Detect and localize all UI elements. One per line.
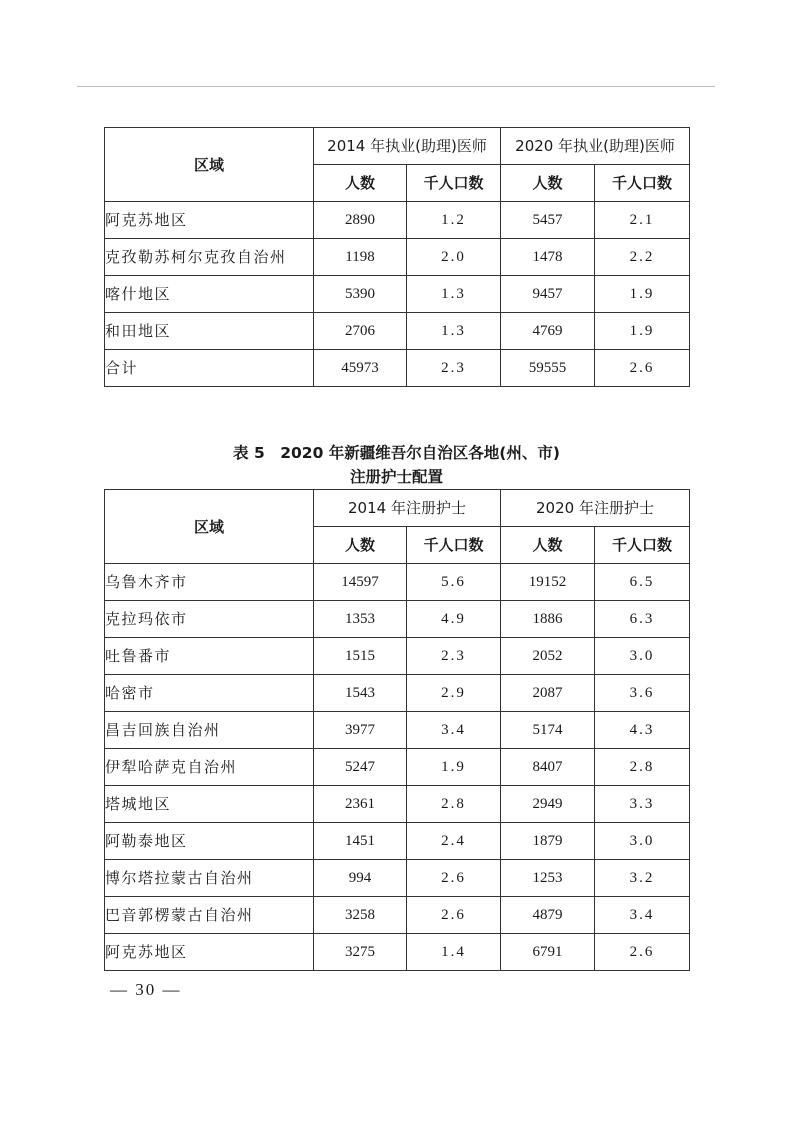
per-thousand-cell: 3.0: [595, 823, 690, 860]
per-thousand-cell: 1.3: [407, 276, 501, 313]
region-cell: 乌鲁木齐市: [105, 564, 314, 601]
count-cell: 6791: [501, 934, 595, 971]
region-cell: 巴音郭楞蒙古自治州: [105, 897, 314, 934]
table-row: [105, 276, 690, 313]
region-cell: 塔城地区: [105, 786, 314, 823]
table-row: [105, 860, 690, 897]
per-thousand-cell: 2.2: [595, 239, 690, 276]
per-thousand-cell: 3.0: [595, 638, 690, 675]
table-row: [105, 202, 690, 239]
group-header-2014: 2014 年执业(助理)医师: [314, 128, 501, 165]
per-thousand-cell: 1.3: [407, 313, 501, 350]
count-cell: 2052: [501, 638, 595, 675]
per-thousand-cell: 2.6: [407, 860, 501, 897]
per-thousand-cell: 6.5: [595, 564, 690, 601]
sub-header: 千人口数: [407, 165, 501, 202]
header-rule: [77, 86, 715, 87]
region-cell: 吐鲁番市: [105, 638, 314, 675]
count-cell: 45973: [314, 350, 407, 387]
count-cell: 4769: [501, 313, 595, 350]
region-cell: 喀什地区: [105, 276, 314, 313]
table-row: [105, 601, 690, 638]
group-header-2014: 2014 年注册护士: [314, 490, 501, 527]
table-row: [105, 564, 690, 601]
per-thousand-cell: 1.9: [407, 749, 501, 786]
table-row: [105, 313, 690, 350]
region-cell: 阿克苏地区: [105, 934, 314, 971]
count-cell: 1886: [501, 601, 595, 638]
per-thousand-cell: 1.9: [595, 276, 690, 313]
region-cell: 伊犁哈萨克自治州: [105, 749, 314, 786]
count-cell: 5457: [501, 202, 595, 239]
count-cell: 5390: [314, 276, 407, 313]
per-thousand-cell: 2.8: [407, 786, 501, 823]
table-row: [105, 823, 690, 860]
per-thousand-cell: 3.4: [595, 897, 690, 934]
table-row: [105, 350, 690, 387]
count-cell: 5247: [314, 749, 407, 786]
count-cell: 4879: [501, 897, 595, 934]
region-cell: 克孜勒苏柯尔克孜自治州: [105, 239, 314, 276]
sub-header: 千人口数: [595, 165, 690, 202]
physician-table: [104, 127, 690, 387]
count-cell: 1515: [314, 638, 407, 675]
per-thousand-cell: 2.3: [407, 638, 501, 675]
per-thousand-cell: 2.9: [407, 675, 501, 712]
per-thousand-cell: 3.6: [595, 675, 690, 712]
table-caption: 表 5 2020 年新疆维吾尔自治区各地(州、市): [233, 444, 560, 462]
table-row: [105, 786, 690, 823]
table-row: [105, 897, 690, 934]
count-cell: 2890: [314, 202, 407, 239]
sub-header: 人数: [501, 165, 595, 202]
sub-header: 千人口数: [407, 527, 501, 564]
count-cell: 994: [314, 860, 407, 897]
count-cell: 1451: [314, 823, 407, 860]
region-cell: 哈密市: [105, 675, 314, 712]
count-cell: 3275: [314, 934, 407, 971]
table-row: [105, 749, 690, 786]
table-row: [105, 675, 690, 712]
count-cell: 1879: [501, 823, 595, 860]
per-thousand-cell: 2.4: [407, 823, 501, 860]
region-cell: 和田地区: [105, 313, 314, 350]
count-cell: 3977: [314, 712, 407, 749]
count-cell: 59555: [501, 350, 595, 387]
sub-header: 人数: [501, 527, 595, 564]
nurse-table: [104, 489, 690, 971]
per-thousand-cell: 4.3: [595, 712, 690, 749]
region-cell: 阿克苏地区: [105, 202, 314, 239]
count-cell: 2087: [501, 675, 595, 712]
per-thousand-cell: 1.2: [407, 202, 501, 239]
per-thousand-cell: 2.6: [595, 350, 690, 387]
count-cell: 19152: [501, 564, 595, 601]
count-cell: 1543: [314, 675, 407, 712]
count-cell: 2706: [314, 313, 407, 350]
table-row: [105, 638, 690, 675]
count-cell: 3258: [314, 897, 407, 934]
per-thousand-cell: 4.9: [407, 601, 501, 638]
count-cell: 5174: [501, 712, 595, 749]
sub-header: 千人口数: [595, 527, 690, 564]
table-caption-line2: 注册护士配置: [349, 468, 443, 486]
per-thousand-cell: 3.3: [595, 786, 690, 823]
table-row: [105, 239, 690, 276]
per-thousand-cell: 3.4: [407, 712, 501, 749]
page-number: — 30 —: [110, 980, 182, 999]
count-cell: 1198: [314, 239, 407, 276]
per-thousand-cell: 3.2: [595, 860, 690, 897]
per-thousand-cell: 1.4: [407, 934, 501, 971]
count-cell: 14597: [314, 564, 407, 601]
table-row: [105, 934, 690, 971]
region-header: 区域: [105, 490, 314, 564]
per-thousand-cell: 2.3: [407, 350, 501, 387]
count-cell: 8407: [501, 749, 595, 786]
sub-header: 人数: [314, 527, 407, 564]
region-cell: 阿勒泰地区: [105, 823, 314, 860]
region-cell: 昌吉回族自治州: [105, 712, 314, 749]
count-cell: 2361: [314, 786, 407, 823]
region-cell: 克拉玛依市: [105, 601, 314, 638]
per-thousand-cell: 6.3: [595, 601, 690, 638]
per-thousand-cell: 2.1: [595, 202, 690, 239]
per-thousand-cell: 2.6: [595, 934, 690, 971]
per-thousand-cell: 5.6: [407, 564, 501, 601]
per-thousand-cell: 2.0: [407, 239, 501, 276]
group-header-2020: 2020 年注册护士: [501, 490, 690, 527]
region-header: 区域: [105, 128, 314, 202]
count-cell: 2949: [501, 786, 595, 823]
region-cell: 博尔塔拉蒙古自治州: [105, 860, 314, 897]
group-header-2020: 2020 年执业(助理)医师: [501, 128, 690, 165]
count-cell: 1253: [501, 860, 595, 897]
table-row: [105, 712, 690, 749]
sub-header: 人数: [314, 165, 407, 202]
per-thousand-cell: 2.6: [407, 897, 501, 934]
count-cell: 1353: [314, 601, 407, 638]
per-thousand-cell: 1.9: [595, 313, 690, 350]
per-thousand-cell: 2.8: [595, 749, 690, 786]
count-cell: 1478: [501, 239, 595, 276]
count-cell: 9457: [501, 276, 595, 313]
region-cell: 合计: [105, 350, 314, 387]
